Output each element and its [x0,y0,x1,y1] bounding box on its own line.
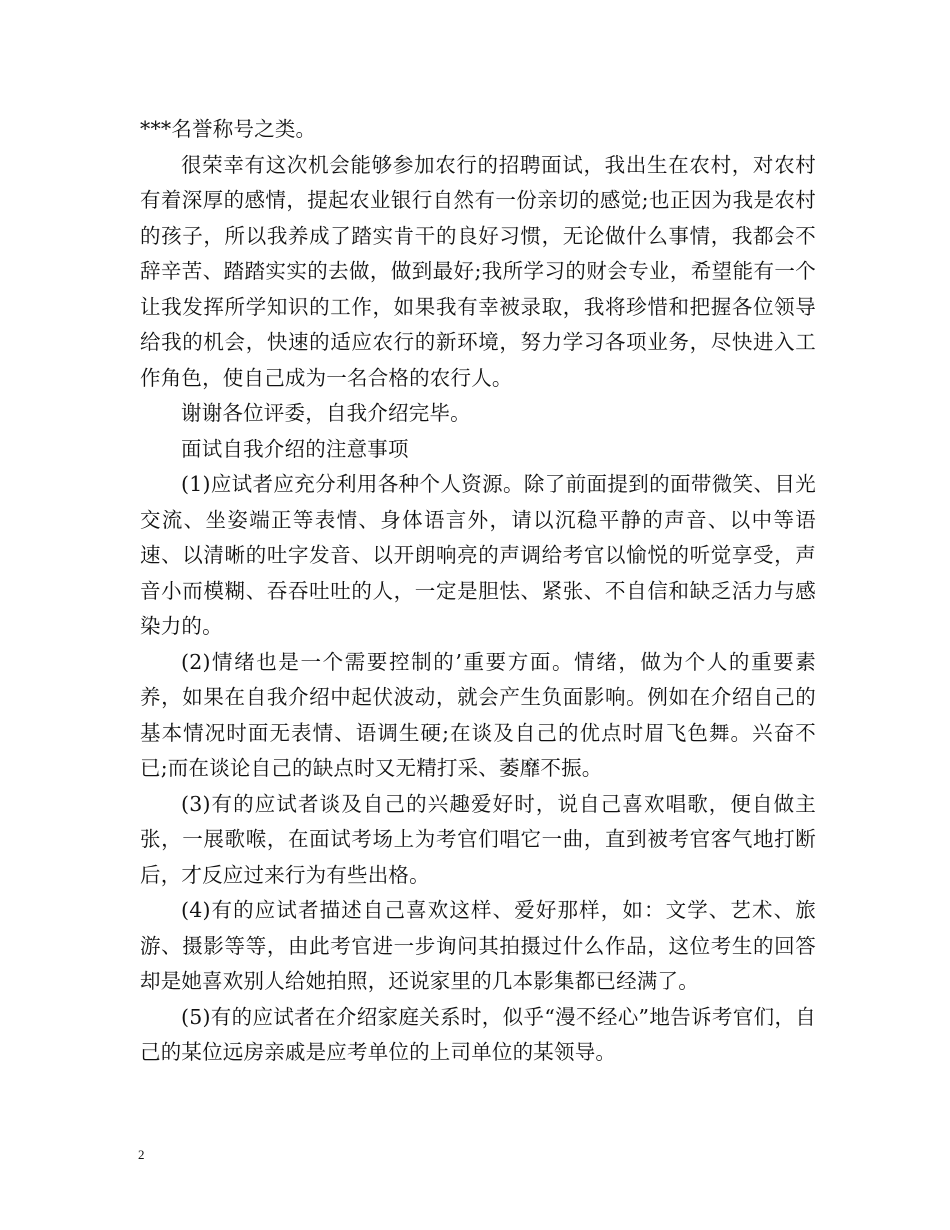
paragraph-point-5: (5)有的应试者在介绍家庭关系时，似乎“漫不经心”地告诉考官们，自己的某位远房亲戚是应考单位的上司单位的某领导。 [140,1004,816,1064]
page-number: 2 [138,1147,145,1162]
paragraph-point-1: (1)应试者应充分利用各种个人资源。除了前面提到的面带微笑、目光交流、坐姿端正等表情、身体语言外，请以沉稳平静的声音、以中等语速、以清晰的吐字发音、以开朗响亮的声调给考官以愉悦的听觉享受，声音小而模糊、吞吞吐吐的人，一定是胆怯、紧张、不自信和缺乏活力与感染力的。 [140,472,816,638]
paragraph-thanks: 谢谢各位评委，自我介绍完毕。 [181,401,471,425]
section-heading: 面试自我介绍的注意事项 [181,436,409,461]
paragraph-continuation: ***名誉称号之类。 [140,117,317,141]
document-body [140,112,816,1071]
paragraph-intro: 很荣幸有这次机会能够参加农行的招聘面试，我出生在农村，对农村有着深厚的感情，提起农业银行自然有一份亲切的感觉;也正因为我是农村的孩子，所以我养成了踏实肯干的良好习惯，无论做什么事情，我都会不辞辛苦、踏踏实实的去做，做到最好;我所学习的财会专业，希望能有一个让我发挥所学知识的工作，如果我有幸被录取，我将珍惜和把握各位领导给我的机会，快速的适应农行的新环境，努力学习各项业务，尽快进入工作角色，使自己成为一名合格的农行人。 [140,152,816,390]
paragraph-point-2: (2)情绪也是一个需要控制的’重要方面。情绪，做为个人的重要素养，如果在自我介绍中起伏波动，就会产生负面影响。例如在介绍自己的基本情况时面无表情、语调生硬;在谈及自己的优点时眉飞色舞。兴奋不已;而在谈论自己的缺点时又无精打采、萎靡不振。 [140,649,816,780]
paragraph-point-3: (3)有的应试者谈及自己的兴趣爱好时，说自己喜欢唱歌，便自做主张，一展歌喉，在面试考场上为考官们唱它一曲，直到被考官客气地打断后，才反应过来行为有些出格。 [140,791,816,887]
paragraph-point-4: (4)有的应试者描述自己喜欢这样、爱好那样，如：文学、艺术、旅游、摄影等等，由此考官进一步询问其拍摄过什么作品，这位考生的回答却是她喜欢别人给她拍照，还说家里的几本影集都已经满了。 [140,898,816,993]
